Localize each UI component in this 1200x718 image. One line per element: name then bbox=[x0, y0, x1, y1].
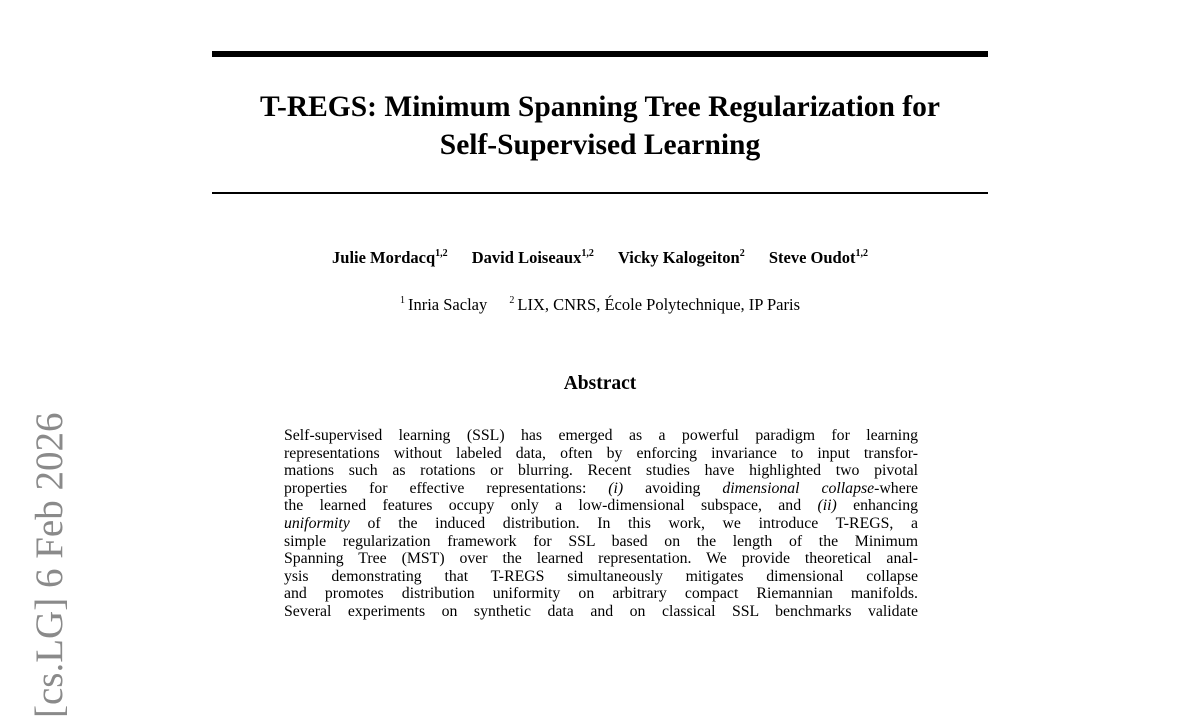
paper-title bbox=[212, 88, 988, 164]
affiliation-name: Inria Saclay bbox=[407, 295, 488, 314]
abstract-text: the learned features occupy only a low-dimensional subspace, and bbox=[284, 497, 818, 515]
abstract-line: mations such as rotations or blurring. Recent studies have highlighted two pivotal bbox=[284, 462, 918, 480]
title-bottom-rule bbox=[212, 192, 988, 194]
author-affiliation-mark: 1,2 bbox=[581, 248, 594, 259]
author-name: Vicky Kalogeiton bbox=[617, 248, 740, 267]
abstract-text: -where bbox=[874, 479, 918, 497]
abstract-text: enhancing bbox=[836, 497, 918, 515]
author-affiliation-mark: 2 bbox=[739, 248, 745, 259]
author bbox=[769, 248, 868, 268]
abstract-line: simple regularization framework for SSL based on the length of the Minimum bbox=[284, 532, 918, 550]
abstract-line: Several experiments on synthetic data and on classical SSL benchmarks validate bbox=[284, 602, 918, 620]
abstract-line: ysis demonstrating that T-REGS simultaneously mitigates dimensional collapse bbox=[284, 567, 918, 585]
author bbox=[618, 248, 745, 268]
affiliation bbox=[400, 295, 487, 315]
affiliation-mark: 2 bbox=[509, 295, 515, 306]
abstract-line: representations without labeled data, often by enforcing invariance to input transfor- bbox=[284, 444, 918, 462]
abstract-line: and promotes distribution uniformity on arbitrary compact Riemannian manifolds. bbox=[284, 585, 918, 603]
paper-title-line-2: Self-Supervised Learning bbox=[439, 129, 761, 161]
abstract-line bbox=[284, 497, 918, 515]
affiliation bbox=[509, 295, 800, 315]
abstract-text: avoiding bbox=[623, 479, 723, 497]
author bbox=[332, 248, 448, 268]
abstract-line bbox=[284, 480, 918, 498]
abstract-body bbox=[284, 427, 918, 621]
abstract-emphasis: (i) bbox=[608, 479, 624, 497]
author bbox=[472, 248, 594, 268]
title-top-rule bbox=[212, 51, 988, 57]
affiliation-mark: 1 bbox=[399, 295, 405, 306]
author-name: Steve Oudot bbox=[768, 248, 856, 267]
abstract-line bbox=[284, 515, 918, 533]
abstract-emphasis: (ii) bbox=[817, 497, 837, 515]
abstract-text: of the induced distribution. In this work, we introduce T-REGS, a bbox=[349, 514, 918, 532]
author-name: Julie Mordacq bbox=[332, 248, 436, 267]
arxiv-stamp: [cs.LG] 6 Feb 2026 bbox=[28, 412, 71, 718]
abstract-emphasis: dimensional collapse bbox=[722, 479, 875, 497]
affiliation-name: LIX, CNRS, École Polytechnique, IP Paris bbox=[517, 295, 800, 314]
abstract-emphasis: uniformity bbox=[284, 514, 350, 532]
author-affiliation-mark: 1,2 bbox=[435, 248, 448, 259]
author-name: David Loiseaux bbox=[471, 248, 582, 267]
arxiv-sidebar bbox=[20, 338, 86, 718]
author-list bbox=[212, 248, 988, 268]
affiliation-list bbox=[212, 295, 988, 315]
paper-title-line-1: T-REGS: Minimum Spanning Tree Regularization for bbox=[260, 91, 940, 123]
abstract-line: Spanning Tree (MST) over the learned representation. We provide theoretical anal- bbox=[284, 550, 918, 568]
author-affiliation-mark: 1,2 bbox=[855, 248, 868, 259]
abstract-heading: Abstract bbox=[563, 373, 637, 394]
abstract-line: Self-supervised learning (SSL) has emerged as a powerful paradigm for learning bbox=[284, 427, 918, 444]
abstract-text: properties for effective representations: bbox=[284, 479, 609, 497]
